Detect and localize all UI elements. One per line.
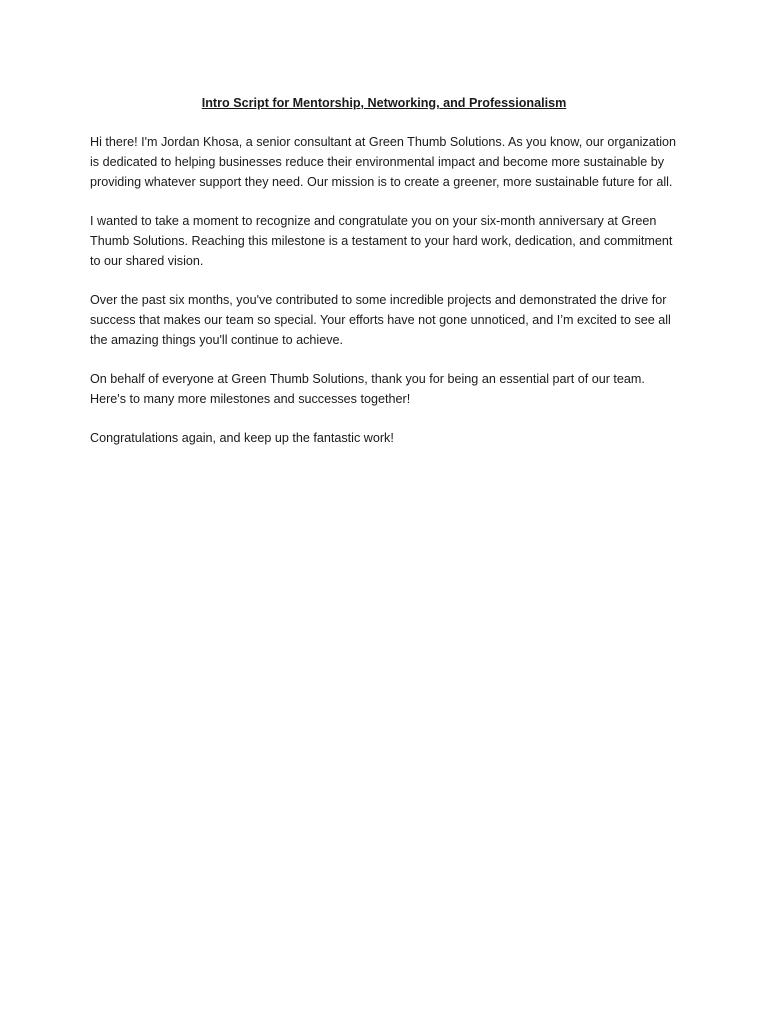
- paragraph-contributions: Over the past six months, you've contributed to some incredible projects and demonstrated the drive for success that makes our team so special. Your efforts have not gone unnoticed, and I’m excited to see all the amazing things you'll continue to achieve.: [90, 293, 671, 347]
- paragraph-closing: Congratulations again, and keep up the fantastic work!: [90, 431, 394, 445]
- document-title: Intro Script for Mentorship, Networking, and Professionalism: [201, 96, 567, 110]
- paragraph-thanks: On behalf of everyone at Green Thumb Solutions, thank you for being an essential part of our team. Here's to many more milestones and successes together!: [90, 372, 645, 406]
- paragraph-anniversary: I wanted to take a moment to recognize and congratulate you on your six-month anniversary at Green Thumb Solutions. Reaching this milestone is a testament to your hard work, dedication, and commitment to our shared vision.: [90, 214, 673, 268]
- paragraph-intro: Hi there! I'm Jordan Khosa, a senior consultant at Green Thumb Solutions. As you know, our organization is dedicated to helping businesses reduce their environmental impact and become more sustainable by providing whatever support they need. Our mission is to create a greener, more sustainable future for all.: [90, 135, 677, 189]
